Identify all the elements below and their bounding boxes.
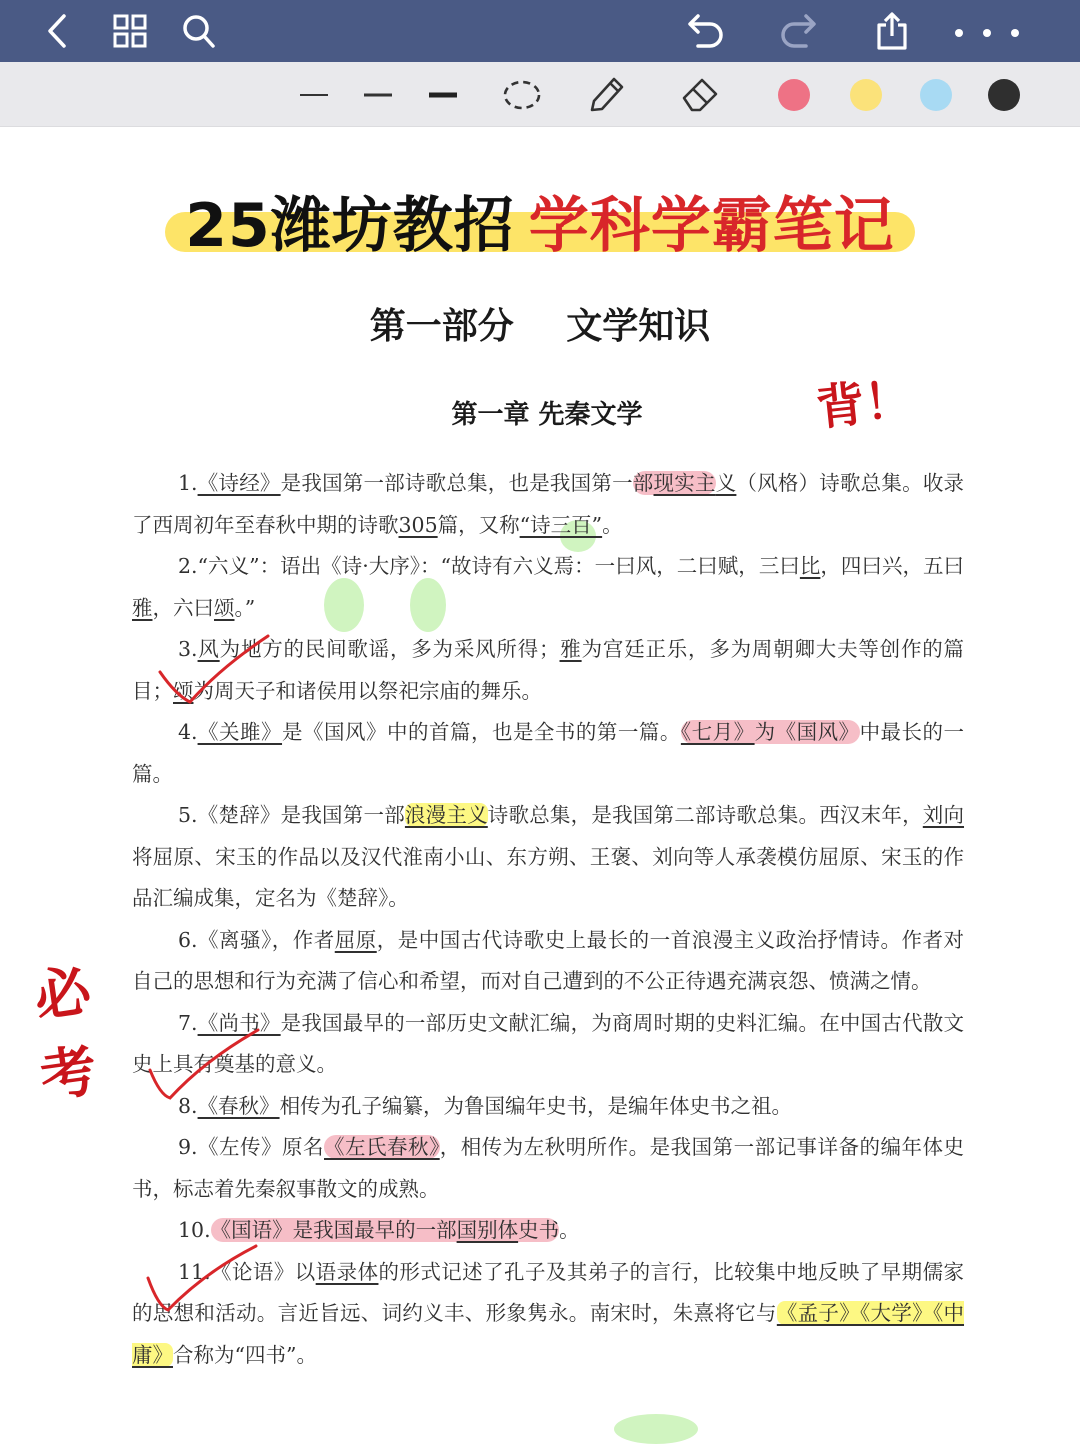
paragraph-3: 3.风为地方的民间歌谣，多为采风所得；雅为宫廷正乐，多为周朝卿大夫等创作的篇目；颂为周天子和诸侯用以祭祀宗庙的舞乐。: [132, 637, 965, 703]
share-icon[interactable]: [872, 11, 912, 51]
lasso-icon[interactable]: [500, 74, 544, 114]
paragraph-11: 11.《论语》以语录体的形式记述了孔子及其弟子的言行，比较集中地反映了早期儒家的思想和活动。言近旨远、词约义丰、形象隽永。南宋时，朱熹将它与《孟子》《大学》《中庸》合称为“四书”。: [132, 1259, 965, 1367]
back-icon[interactable]: [38, 11, 78, 51]
grid-icon[interactable]: [110, 11, 150, 51]
color-swatch-blue[interactable]: [920, 79, 952, 111]
handwritten-note-kao: 考: [36, 1038, 101, 1111]
paragraph-2: 2.“六义”：语出《诗·大序》：“故诗有六义焉：一曰风，二曰赋，三曰比，四曰兴，五曰雅，六曰颂。”: [132, 554, 965, 620]
more-icon[interactable]: [950, 11, 1024, 51]
title-red-part: 学科学霸笔记: [528, 191, 895, 261]
eraser-icon[interactable]: [678, 74, 722, 114]
paragraph-4: 4.《关雎》是《国风》中的首篇，也是全书的第一篇。《七月》为《国风》中最长的一篇。: [132, 720, 965, 786]
undo-icon[interactable]: [686, 11, 726, 51]
document-title: [0, 178, 1080, 264]
chapter-title: 第一章 先秦文学: [451, 400, 643, 430]
part-title: 第一部分 文学知识: [369, 306, 711, 347]
handwritten-note-bi: 必: [30, 958, 95, 1031]
handwritten-note-bei: 背！: [813, 371, 916, 437]
document-body: [132, 463, 964, 1376]
paragraph-1: 1.《诗经》是我国第一部诗歌总集，也是我国第一部现实主义（风格）诗歌总集。收录了西周初年至春秋中期的诗歌305篇，又称“诗三百”。: [132, 471, 965, 537]
color-swatch-black[interactable]: [988, 79, 1020, 111]
thin-line-icon[interactable]: [292, 74, 336, 114]
pencil-icon[interactable]: [584, 74, 628, 114]
paragraph-7: 7.《尚书》是我国最早的一部历史文献汇编，为商周时期的史料汇编。在中国古代散文史上具有奠基的意义。: [132, 1010, 965, 1076]
paragraph-8: 8.《春秋》相传为孔子编纂，为鲁国编年史书，是编年体史书之祖。: [178, 1093, 793, 1118]
search-icon[interactable]: [178, 11, 218, 51]
paragraph-9: 9.《左传》原名《左氏春秋》，相传为左秋明所作。是我国第一部记事详备的编年体史书，标志着先秦叙事散文的成熟。: [132, 1135, 964, 1201]
thick-line-icon[interactable]: [421, 74, 465, 114]
medium-line-icon[interactable]: [356, 74, 400, 114]
redo-icon[interactable]: [778, 11, 818, 51]
top-navigation-bar: [0, 0, 1080, 62]
color-swatch-pink[interactable]: [778, 79, 810, 111]
paragraph-6: 6.《离骚》，作者屈原，是中国古代诗歌史上最长的一首浪漫主义政治抒情诗。作者对自己的思想和行为充满了信心和希望，而对自己遭到的不公正待遇充满哀怨、愤满之情。: [132, 927, 965, 993]
color-swatch-yellow[interactable]: [850, 79, 882, 111]
title-black-part: 25潍坊教招: [185, 191, 515, 261]
paragraph-10: 10.《国语》是我国最早的一部国别体史书。: [178, 1218, 580, 1242]
paragraph-5: 5.《楚辞》是我国第一部浪漫主义诗歌总集，是我国第二部诗歌总集。西汉末年，刘向将屈原、宋玉的作品以及汉代淮南小山、东方朔、王褒、刘向等人承袭模仿屈原、宋玉的作品汇编成集，定名为《楚辞》。: [132, 803, 965, 910]
